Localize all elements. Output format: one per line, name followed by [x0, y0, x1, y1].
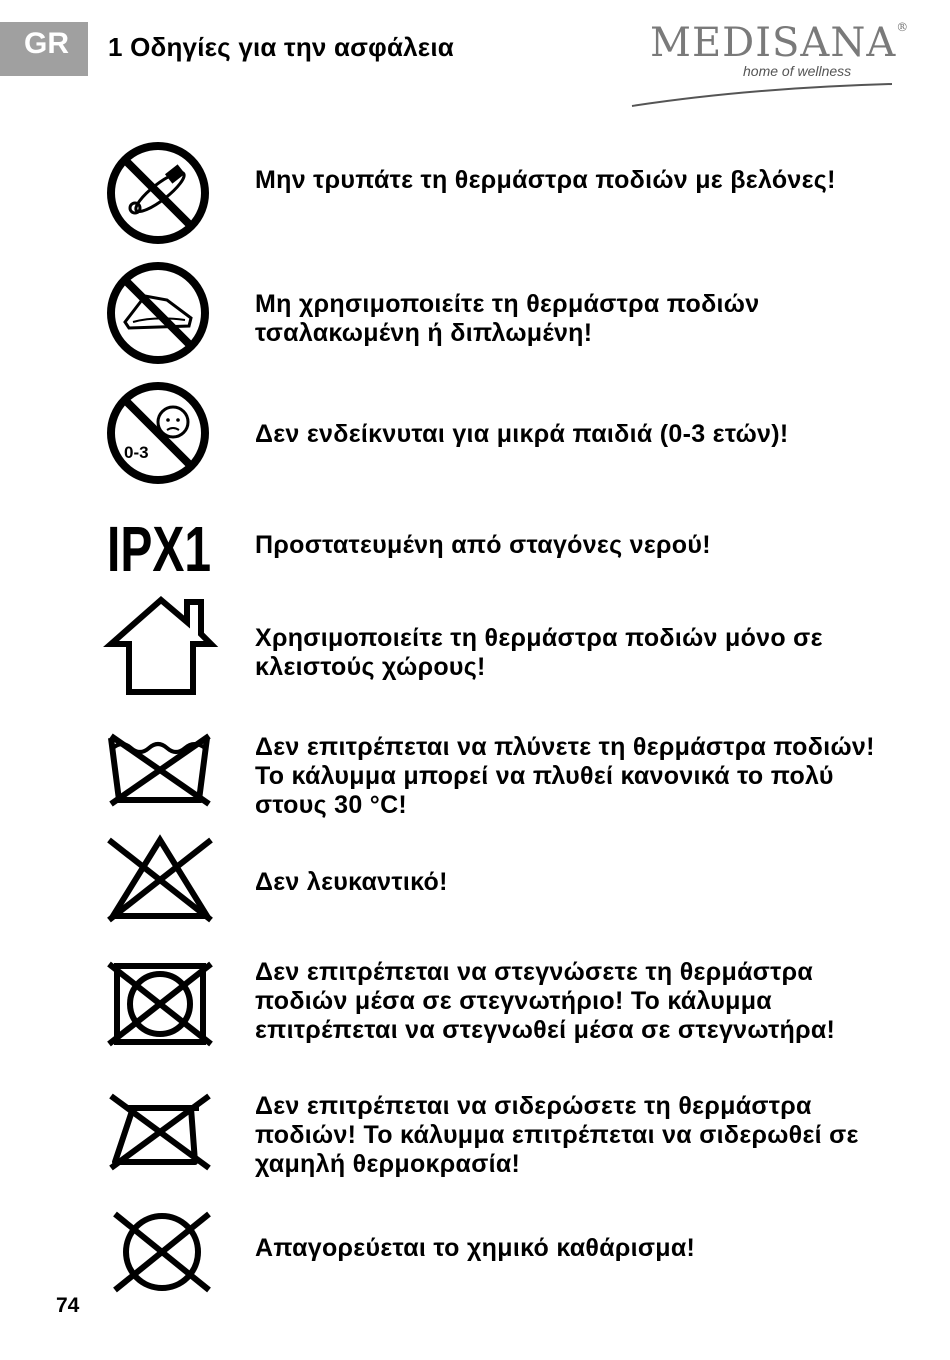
safety-text: Απαγορεύεται το χημικό καθάρισμα!: [255, 1234, 696, 1262]
brand-swoosh-icon: [630, 80, 900, 110]
section-title: 1 Οδηγίες για την ασφάλεια: [108, 32, 454, 62]
brand-tagline: home of wellness: [743, 63, 852, 79]
safety-text: Δεν ενδείκνυται για μικρά παιδιά (0-3 ετών)!: [255, 420, 789, 448]
safety-text: Δεν λευκαντικό!: [255, 868, 448, 896]
safety-text: Μην τρυπάτε τη θερμάστρα ποδιών με βελόνες!: [255, 166, 836, 194]
safety-text: Δεν επιτρέπεται να σιδερώσετε τη θερμάστρα ποδιών! Το κάλυμμα επιτρέπεται να σιδερωθεί σε χαμηλή θερμοκρασία!: [255, 1092, 859, 1178]
svg-text:IPX1: IPX1: [107, 513, 211, 585]
safety-text: Μη χρησιμοποιείτε τη θερμάστρα ποδιών τσαλακωμένη ή διπλωμένη!: [255, 290, 760, 347]
no-dry-clean-icon: [105, 1210, 215, 1294]
safety-text: Δεν επιτρέπεται να στεγνώσετε τη θερμάστρα ποδιών μέσα σε στεγνωτήριο! Το κάλυμμα επιτρέπεται να στεγνωθεί μέσα σε στεγνωτήρα!: [255, 958, 836, 1044]
no-folded-icon: [105, 260, 215, 366]
no-needles-icon: [105, 140, 215, 246]
no-iron-icon: [105, 1092, 215, 1172]
page-number: 74: [56, 1294, 80, 1317]
safety-text: Δεν επιτρέπεται να πλύνετε τη θερμάστρα ποδιών! Το κάλυμμα μπορεί να πλυθεί κανονικά το πολύ στους 30 °C!: [255, 733, 875, 819]
no-wash-icon: [105, 730, 215, 806]
no-children-icon: [105, 380, 215, 486]
safety-text: Προστατευμένη από σταγόνες νερού!: [255, 531, 711, 559]
safety-text: Χρησιμοποιείτε τη θερμάστρα ποδιών μόνο σε κλειστούς χώρους!: [255, 624, 823, 681]
brand-logo: [630, 18, 910, 110]
indoor-use-icon: [105, 596, 215, 696]
svg-text:0-3: 0-3: [124, 443, 149, 462]
ipx1-icon: [105, 509, 215, 585]
brand-name: MEDISANA®: [650, 20, 910, 66]
language-tab: GR: [0, 22, 88, 76]
no-bleach-icon: [105, 834, 215, 924]
no-tumble-dry-icon: [105, 960, 215, 1046]
